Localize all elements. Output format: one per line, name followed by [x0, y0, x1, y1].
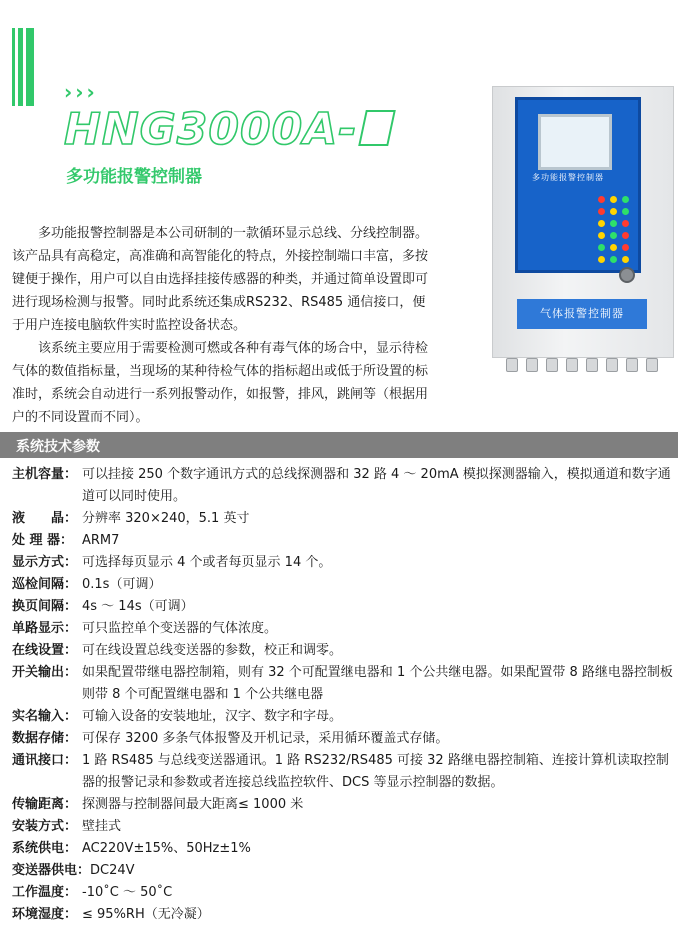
spec-row	[12, 596, 680, 618]
section-title: 系统技术参数	[16, 439, 100, 455]
spec-row	[12, 750, 680, 794]
keypad-key	[622, 220, 629, 227]
spec-row	[12, 662, 680, 706]
spec-row	[12, 794, 680, 816]
spec-row	[12, 574, 680, 596]
spec-key: 传输距离：	[12, 797, 78, 812]
keypad-key	[610, 256, 617, 263]
panel-label: 多功能报警控制器	[532, 173, 604, 182]
spec-value: ARM7	[82, 533, 120, 548]
keypad-key	[610, 196, 617, 203]
spec-row	[12, 860, 680, 882]
keypad-key	[598, 256, 605, 263]
spec-value: 如果配置带继电器控制箱，则有 32 个可配置继电器和 1 个公共继电器。如果配置带 8 路继电器控制板则带 8 个可配置继电器和 1 个公共继电器	[82, 665, 673, 702]
keypad-key	[622, 244, 629, 251]
green-decor-bars	[0, 28, 40, 106]
spec-key: 主机容量：	[12, 467, 78, 482]
intro-paragraph: 多功能报警控制器是本公司研制的一款循环显示总线、分线控制器。该产品具有高稳定，高准确和高智能化的特点，外接控制端口丰富，多按键便于操作，用户可以自由选择挂接传感器的种类，并通过简单设置即可进行现场检测与报警。同时此系统还集成RS232、RS485 通信接口，便于用户连接电脑软件实时监控设备状态。	[12, 226, 429, 333]
spec-value: 可选择每页显示 4 个或者每页显示 14 个。	[82, 555, 332, 570]
keypad-key	[622, 196, 629, 203]
keypad-key	[610, 232, 617, 239]
intro-paragraph: 该系统主要应用于需要检测可燃或各种有毒气体的场合中，显示待检气体的数值指标量，当现场的某种待检气体的指标超出或低于所设置的标准时，系统会自动进行一系列报警动作，如报警，排风，跳闸等（根据用户的不同设置而不同）。	[12, 341, 429, 425]
spec-row	[12, 816, 680, 838]
spec-row	[12, 882, 680, 904]
keypad-key	[610, 208, 617, 215]
spec-key: 巡检间隔：	[12, 577, 78, 592]
spec-value: 壁挂式	[82, 819, 122, 834]
keypad-key	[598, 220, 605, 227]
spec-value: 分辨率 320×240，5.1 英寸	[82, 511, 250, 526]
keypad-key	[598, 232, 605, 239]
keypad-key	[598, 208, 605, 215]
spec-key: 系统供电：	[12, 841, 78, 856]
keypad-key	[598, 196, 605, 203]
spec-row	[12, 728, 680, 750]
spec-row	[12, 904, 680, 926]
spec-value: 可输入设备的安装地址，汉字、数字和字母。	[82, 709, 343, 724]
device-front-panel	[515, 97, 641, 273]
spec-value: 可只监控单个变送器的气体浓度。	[82, 621, 278, 636]
spec-key: 在线设置：	[12, 643, 78, 658]
model-name: HNG3000A-	[64, 104, 358, 155]
keypad-key	[622, 256, 629, 263]
spec-value: 0.1s（可调）	[82, 577, 162, 592]
keypad-key	[610, 220, 617, 227]
lock-icon	[619, 267, 635, 283]
keypad-key	[622, 208, 629, 215]
spec-row	[12, 838, 680, 860]
spec-value: 可在线设置总线变送器的参数，校正和调零。	[82, 643, 343, 658]
lcd-screen	[538, 114, 612, 170]
model-title	[64, 104, 392, 156]
spec-list	[12, 464, 680, 926]
spec-key: 换页间隔：	[12, 599, 78, 614]
spec-key: 环境湿度：	[12, 907, 78, 922]
controller-device-image	[492, 86, 672, 376]
spec-value: AC220V±15%、50Hz±1%	[82, 841, 251, 856]
spec-key: 显示方式：	[12, 555, 78, 570]
cable-glands	[506, 358, 658, 374]
keypad-key	[598, 244, 605, 251]
product-subtitle: 多功能报警控制器	[66, 167, 202, 187]
device-name-strip: 气体报警控制器	[517, 299, 647, 329]
spec-key: 单路显示：	[12, 621, 78, 636]
spec-key: 液 晶：	[12, 511, 78, 526]
spec-key: 实名输入：	[12, 709, 78, 724]
spec-key: 通讯接口：	[12, 753, 78, 768]
keypad-key	[610, 244, 617, 251]
spec-value: 探测器与控制器间最大距离≤ 1000 米	[82, 797, 304, 812]
keypad-key	[622, 232, 629, 239]
spec-key: 变送器供电：	[12, 863, 91, 878]
spec-row	[12, 706, 680, 728]
spec-value: 可以挂接 250 个数字通讯方式的总线探测器和 32 路 4 ～ 20mA 模拟探测器输入，模拟通道和数字通道可以同时使用。	[82, 467, 671, 504]
spec-value: DC24V	[90, 863, 135, 878]
spec-value: ≤ 95%RH（无冷凝）	[82, 907, 210, 922]
spec-key: 工作温度：	[12, 885, 78, 900]
device-housing	[492, 86, 674, 358]
chevron-right-icon: ›››	[64, 80, 98, 104]
section-header	[0, 432, 678, 458]
spec-row	[12, 464, 680, 508]
spec-row	[12, 508, 680, 530]
model-placeholder-box	[358, 110, 396, 146]
intro-text	[12, 222, 430, 429]
spec-value: 可保存 3200 多条气体报警及开机记录，采用循环覆盖式存储。	[82, 731, 449, 746]
spec-key: 数据存储：	[12, 731, 78, 746]
spec-row	[12, 640, 680, 662]
keypad	[598, 196, 630, 263]
spec-key: 处 理 器：	[12, 533, 74, 548]
spec-row	[12, 618, 680, 640]
spec-value: 1 路 RS485 与总线变送器通讯。1 路 RS232/RS485 可接 32 路继电器控制箱、连接计算机读取控制器的报警记录和参数或者连接总线监控软件、DCS 等显示控制器的数据。	[82, 753, 669, 790]
spec-row	[12, 530, 680, 552]
spec-value: 4s ～ 14s（可调）	[82, 599, 194, 614]
spec-value: -10˚C ～ 50˚C	[82, 885, 173, 900]
spec-key: 安装方式：	[12, 819, 78, 834]
spec-key: 开关输出：	[12, 665, 78, 680]
spec-row	[12, 552, 680, 574]
